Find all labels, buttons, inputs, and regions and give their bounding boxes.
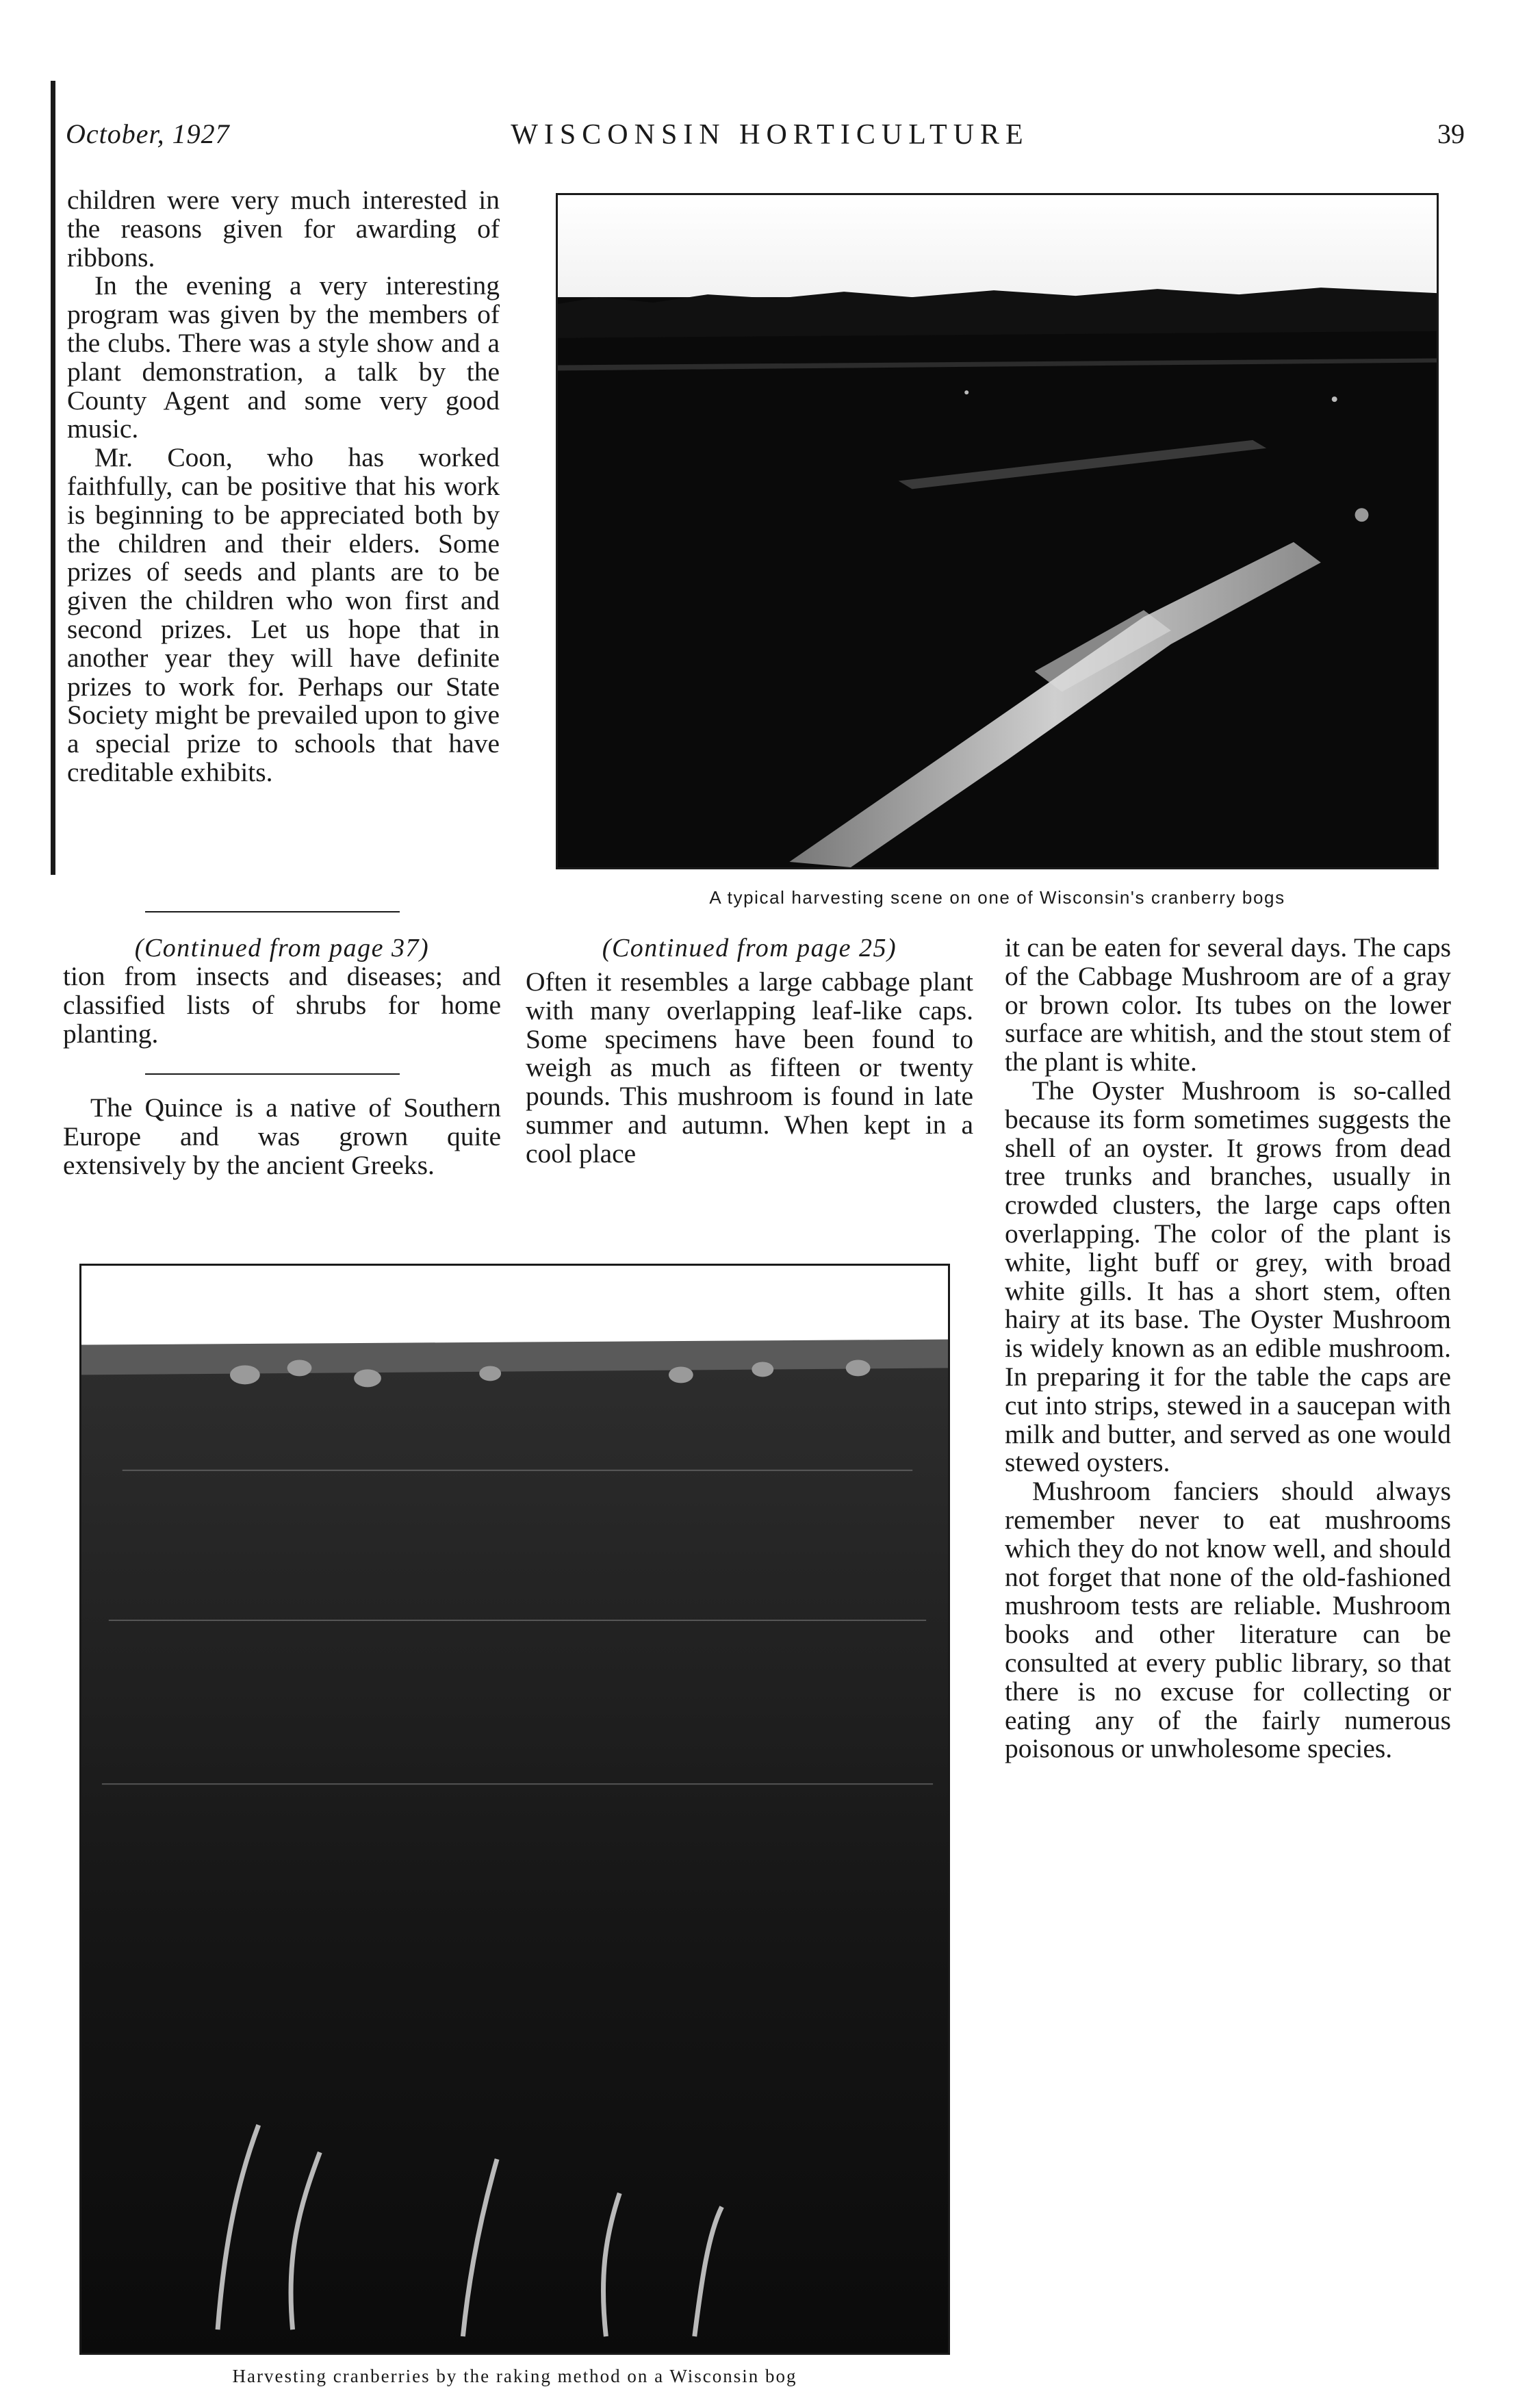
photo-caption-bottom: Harvesting cranberries by the raking method on a Wisconsin bog bbox=[232, 2366, 797, 2386]
journal-title: WISCONSIN HORTICULTURE bbox=[511, 119, 1029, 151]
margin-rule bbox=[51, 81, 55, 875]
paragraph: tion from insects and diseases; and classified lists of shrubs for home planting. bbox=[63, 961, 501, 1049]
paragraph: In the evening a very interesting program was given by the members of the clubs. There was a style show and a plant demonstration, a talk by the County Agent and some very good music. bbox=[67, 270, 500, 444]
paragraph: it can be eaten for several days. The caps of the Cabbage Mushroom are of a gray or brown color. Its tubes on the lower surface are whitish, and the stout stem of the plant is white. bbox=[1005, 932, 1451, 1077]
paragraph: Mr. Coon, who has worked faithfully, can be positive that his work is beginning to be appreciated both by the children and their elders. Some prizes of seeds and plants are to be given the children who won first and second prizes. Let us hope that in another year they will have definite prizes to work for. Perhaps our State Society might be prevailed upon to give a special prize to schools that have creditable exhibits. bbox=[67, 442, 500, 787]
photo-caption-top: A typical harvesting scene on one of Wisconsin's cranberry bogs bbox=[709, 887, 1285, 908]
continued-37-block bbox=[63, 934, 501, 1048]
right-column-text bbox=[1005, 934, 1451, 1763]
paragraph: The Oyster Mushroom is so-called because its form sometimes suggests the shell of an oyster. It grows from dead tree trunks and branches, usually in crowded clusters, the large caps often overlapping. The color of the plant is white, light buff or grey, with broad white gills. It has a short stem, often hairy at its base. The Oyster Mushroom is widely known as an edible mushroom. In preparing it for the table the caps are cut into strips, stewed in a saucepan with milk and butter, and served as one would stewed oysters. bbox=[1005, 1075, 1451, 1478]
raking-scene-image bbox=[81, 1266, 948, 2353]
quince-block bbox=[63, 1094, 501, 1179]
continued-heading: (Continued from page 37) bbox=[134, 934, 430, 962]
paragraph: The Quince is a native of Southern Europe and was grown quite extensively by the ancient Greeks. bbox=[63, 1093, 501, 1180]
paragraph: children were very much interested in the reasons given for awarding of ribbons. bbox=[67, 185, 500, 272]
issue-date: October, 1927 bbox=[66, 118, 230, 149]
page-number: 39 bbox=[1437, 118, 1465, 149]
continued-heading: (Continued from page 25) bbox=[602, 934, 897, 962]
section-divider bbox=[145, 1073, 400, 1075]
paragraph: Mushroom fanciers should always remember never to eat mushrooms which they do not know well, and should not forget that none of the old-fashioned mushroom tests are reliable. Mushroom books and other literature can be consulted at every public library, so that there is no excuse for collecting or eating any of the fairly numerous poisonous or unwholesome species. bbox=[1005, 1476, 1451, 1764]
continued-25-block bbox=[526, 934, 973, 1169]
photo-cranberry-bog-scene bbox=[556, 193, 1439, 869]
left-column-text bbox=[67, 186, 500, 787]
section-divider bbox=[145, 911, 400, 912]
bog-scene-image bbox=[558, 195, 1437, 867]
photo-raking-cranberries bbox=[79, 1264, 950, 2355]
paragraph: Often it resembles a large cabbage plant with many overlapping leaf-like caps. Some specimens have been found to weigh as much as fifteen or twenty pounds. This mushroom is found in late summer and autumn. When kept in a cool place bbox=[526, 967, 973, 1169]
